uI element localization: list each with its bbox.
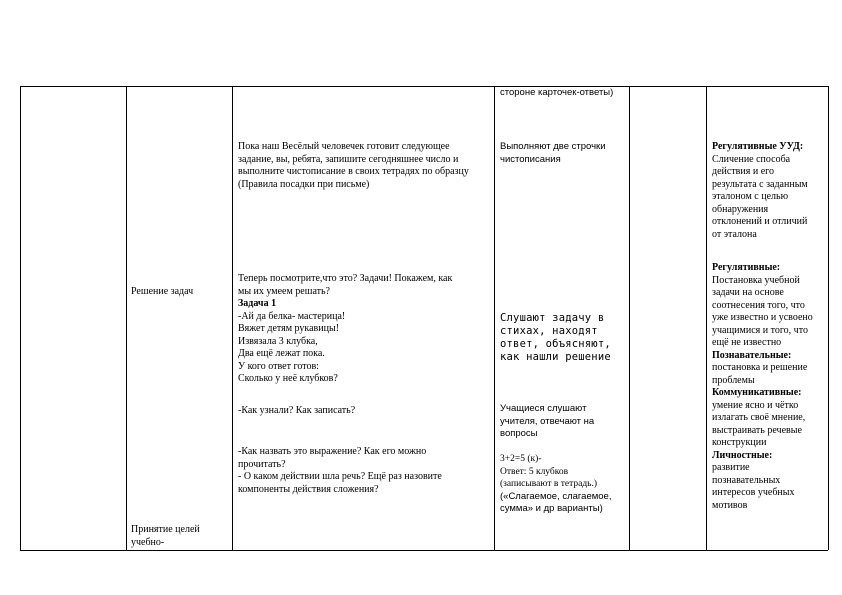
column-divider [629,86,630,550]
column-divider [20,86,21,550]
stage-goal-acceptance: Принятие целей учебно- [131,524,200,548]
column-divider [232,86,233,550]
uud-regulatory: Регулятивные УУД: Сличение способа действия и его результата с заданным эталоном с целью обнаружения отклонений и отличий от эталона [712,141,808,240]
column-divider [706,86,707,550]
teacher-question-2: -Как назвать это выражение? Как его можно прочитать? - О каком действии шла речь? Ещё раз назовите компоненты действия сложения? [238,446,442,495]
teacher-instruction-block: Пока наш Весёлый человечек готовит следующее задание, вы, ребята, запишите сегодняшнее число и выполните чистописание в своих тетрадях по образцу (Правила посадки при письме) [238,141,469,190]
uud-regulatory-2: Регулятивные: Постановка учебной задачи на основе соотнесения того, что уже известно и усвоено учащимися и того, что ещё не известно Познавательные: постановка и решение проблемы Коммуникативные: умение ясно и чётко излагать своё мнение, выстраивать речевые конструкции Личностные: развитие познавательных интересов учебных мотивов [712,262,813,511]
student-block-2: Слушают задачу в стихах, находят ответ, объясняют, как нашли решение [500,312,611,363]
student-top-text: стороне карточек-ответы) [500,87,614,98]
stage-problem-solving: Решение задач [131,286,194,297]
student-block-3: Учащиеся слушают учителя, отвечают на вопросы [500,403,595,439]
teacher-question-1: -Как узнали? Как записать? [238,405,356,416]
student-block-4: 3+2=5 (к)- Ответ: 5 клубков (записывают в тетрадь.) («Слагаемое, слагаемое, сумма» и др варианты) [500,454,612,514]
column-divider [126,86,127,550]
task-title: Задача 1 [238,298,277,309]
teacher-task-block: Теперь посмотрите,что это? Задачи! Покажем, как мы их умеем решать? Задача 1 -Ай да белка- мастерица! Вяжет детям рукавицы! Извязала 3 клубка, Два ещё лежат пока. У кого ответ готов: Сколько у неё клубков? [238,273,453,384]
column-divider [494,86,495,550]
column-divider [828,86,829,550]
student-block-1: Выполняют две строчки чистописания [500,141,606,165]
